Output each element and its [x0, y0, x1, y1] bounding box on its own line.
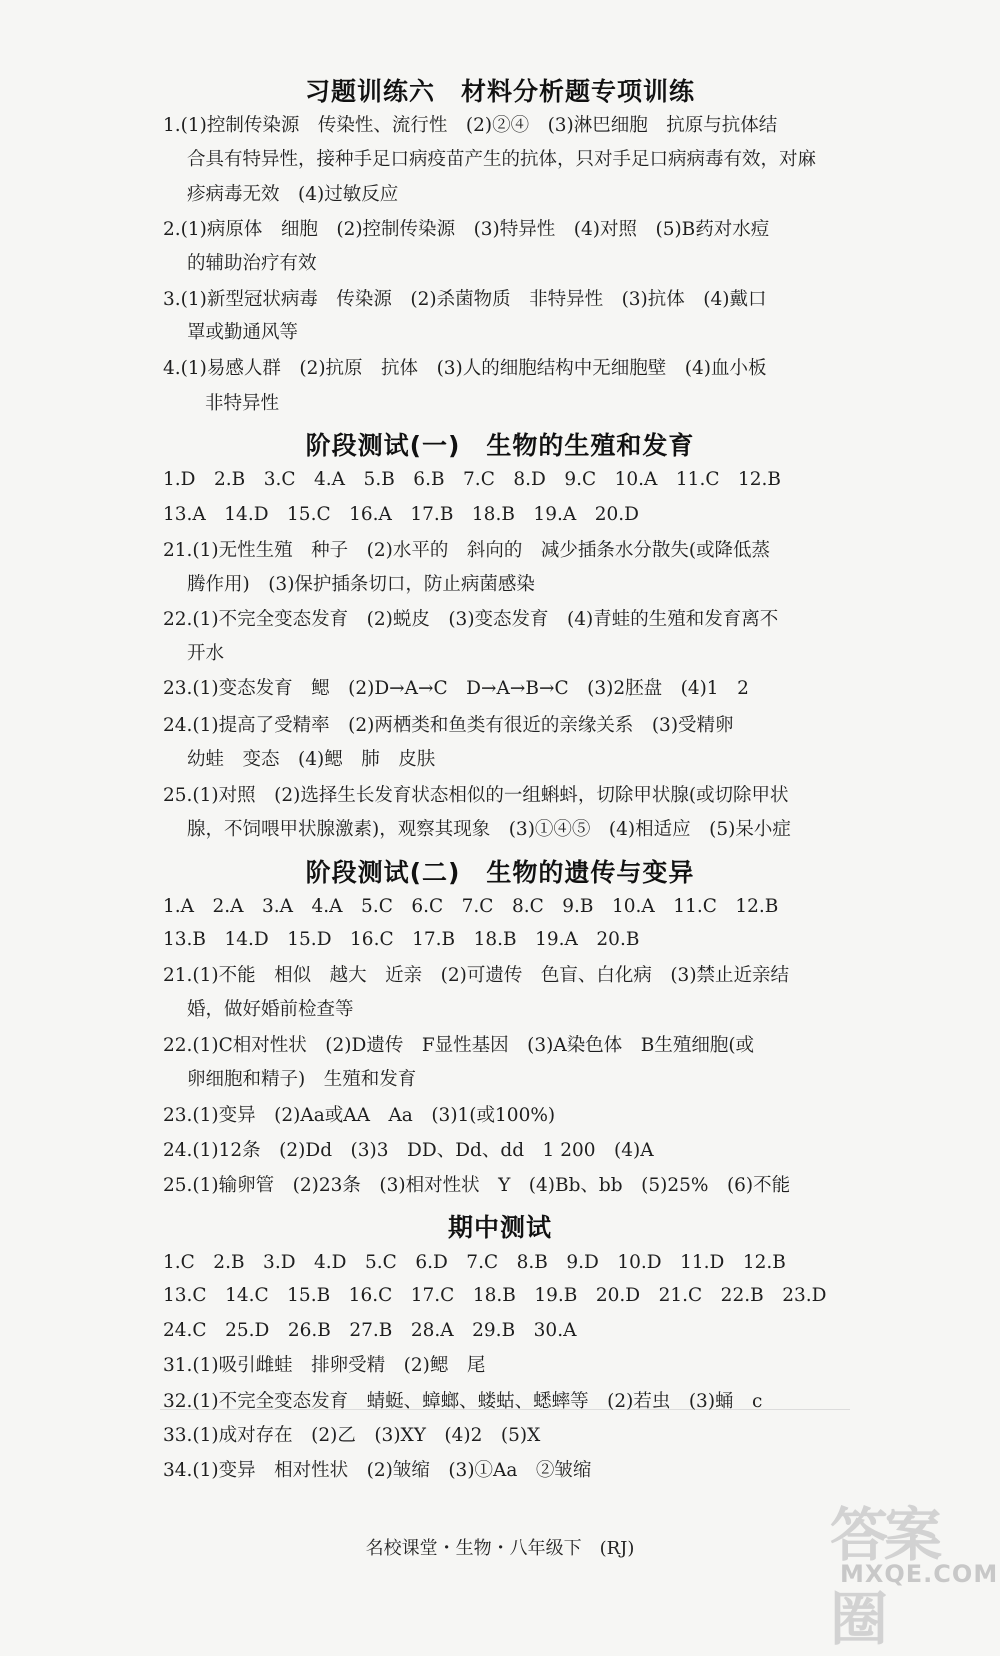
answer-line: 13.A 14.D 15.C 16.A 17.B 18.B 19.A 20.D — [163, 504, 639, 525]
answer-line: 4.(1)易感人群 (2)抗原 抗体 (3)人的细胞结构中无细胞壁 (4)血小板 — [163, 358, 767, 379]
answer-line: 婚，做好婚前检查等 — [187, 999, 354, 1020]
answer-line: 24.(1)12条 (2)Dd (3)3 DD、Dd、dd 1 200 (4)A — [163, 1140, 654, 1161]
answer-line: 的辅助治疗有效 — [187, 253, 317, 274]
answer-line: 31.(1)吸引雌蛙 排卵受精 (2)鳃 尾 — [163, 1355, 486, 1376]
answer-line: 33.(1)成对存在 (2)乙 (3)XY (4)2 (5)X — [163, 1425, 541, 1446]
answer-line: 25.(1)输卵管 (2)23条 (3)相对性状 Y (4)Bb、bb (5)25% (6)不能 — [163, 1175, 791, 1196]
answer-line: 2.(1)病原体 细胞 (2)控制传染源 (3)特异性 (4)对照 (5)B药对水痘 — [163, 219, 770, 240]
answer-line: 21.(1)不能 相似 越大 近亲 (2)可遗传 色盲、白化病 (3)禁止近亲结 — [163, 965, 790, 986]
answer-line: 非特异性 — [205, 393, 280, 414]
answer-line: 21.(1)无性生殖 种子 (2)水平的 斜向的 减少插条水分散失(或降低蒸 — [163, 540, 771, 561]
section-title-exercise-6: 习题训练六 材料分析题专项训练 — [304, 77, 695, 106]
page-footer: 名校课堂・生物・八年级下 (RJ) — [365, 1538, 635, 1559]
answer-line: 开水 — [187, 643, 225, 664]
answer-line: 22.(1)C相对性状 (2)D遗传 F显性基因 (3)A染色体 B生殖细胞(或 — [163, 1035, 755, 1056]
answer-line: 32.(1)不完全变态发育 蜻蜓、蟑螂、蝼蛄、蟋蟀等 (2)若虫 (3)蛹 c — [163, 1391, 763, 1412]
answer-line: 13.B 14.D 15.D 16.C 17.B 18.B 19.A 20.B — [163, 929, 640, 950]
answer-line: 1.A 2.A 3.A 4.A 5.C 6.C 7.C 8.C 9.B 10.A 11.C 12.B — [163, 896, 779, 917]
answer-line: 合具有特异性，接种手足口病疫苗产生的抗体，只对手足口病病毒有效，对麻 — [187, 149, 817, 170]
answer-line: 幼蛙 变态 (4)鳃 肺 皮肤 — [187, 749, 436, 770]
answer-line: 1.(1)控制传染源 传染性、流行性 (2)②④ (3)淋巴细胞 抗原与抗体结 — [163, 115, 778, 136]
section-title-stage-test-2: 阶段测试(二) 生物的遗传与变异 — [305, 858, 695, 887]
section-title-stage-test-1: 阶段测试(一) 生物的生殖和发育 — [305, 431, 695, 460]
answer-line: 23.(1)变异 (2)Aa或AA Aa (3)1(或100%) — [163, 1105, 556, 1126]
answer-line: 13.C 14.C 15.B 16.C 17.C 18.B 19.B 20.D 21.C 22.B 23.D — [163, 1285, 827, 1306]
answer-line: 24.(1)提高了受精率 (2)两栖类和鱼类有很近的亲缘关系 (3)受精卵 — [163, 715, 734, 736]
watermark-logo-text: 答案圈 — [830, 1501, 939, 1653]
watermark-url: MXQE.COM — [840, 1560, 999, 1588]
answer-line: 罩或勤通风等 — [187, 322, 299, 343]
answer-line: 25.(1)对照 (2)选择生长发育状态相似的一组蝌蚪，切除甲状腺(或切除甲状 — [163, 785, 789, 806]
answer-line: 34.(1)变异 相对性状 (2)皱缩 (3)①Aa ②皱缩 — [163, 1460, 592, 1481]
answer-line: 22.(1)不完全变态发育 (2)蜕皮 (3)变态发育 (4)青蛙的生殖和发育离不 — [163, 609, 779, 630]
section-title-midterm: 期中测试 — [447, 1213, 552, 1242]
answer-line: 24.C 25.D 26.B 27.B 28.A 29.B 30.A — [163, 1320, 577, 1341]
answer-line: 3.(1)新型冠状病毒 传染源 (2)杀菌物质 非特异性 (3)抗体 (4)戴口 — [163, 289, 767, 310]
answer-line: 疹病毒无效 (4)过敏反应 — [187, 184, 399, 205]
answer-line: 23.(1)变态发育 鳃 (2)D→A→C D→A→B→C (3)2胚盘 (4)1 2 — [163, 678, 749, 699]
answer-line: 1.C 2.B 3.D 4.D 5.C 6.D 7.C 8.B 9.D 10.D 11.D 12.B — [163, 1252, 786, 1273]
answer-line: 1.D 2.B 3.C 4.A 5.B 6.B 7.C 8.D 9.C 10.A 11.C 12.B — [163, 469, 782, 490]
answer-line: 腺，不饲喂甲状腺激素)，观察其现象 (3)①④⑤ (4)相适应 (5)呆小症 — [187, 819, 791, 840]
answer-line: 卵细胞和精子) 生殖和发育 — [187, 1069, 417, 1090]
watermark-logo — [800, 1482, 999, 1653]
answer-line: 腾作用) (3)保护插条切口，防止病菌感染 — [187, 574, 535, 595]
